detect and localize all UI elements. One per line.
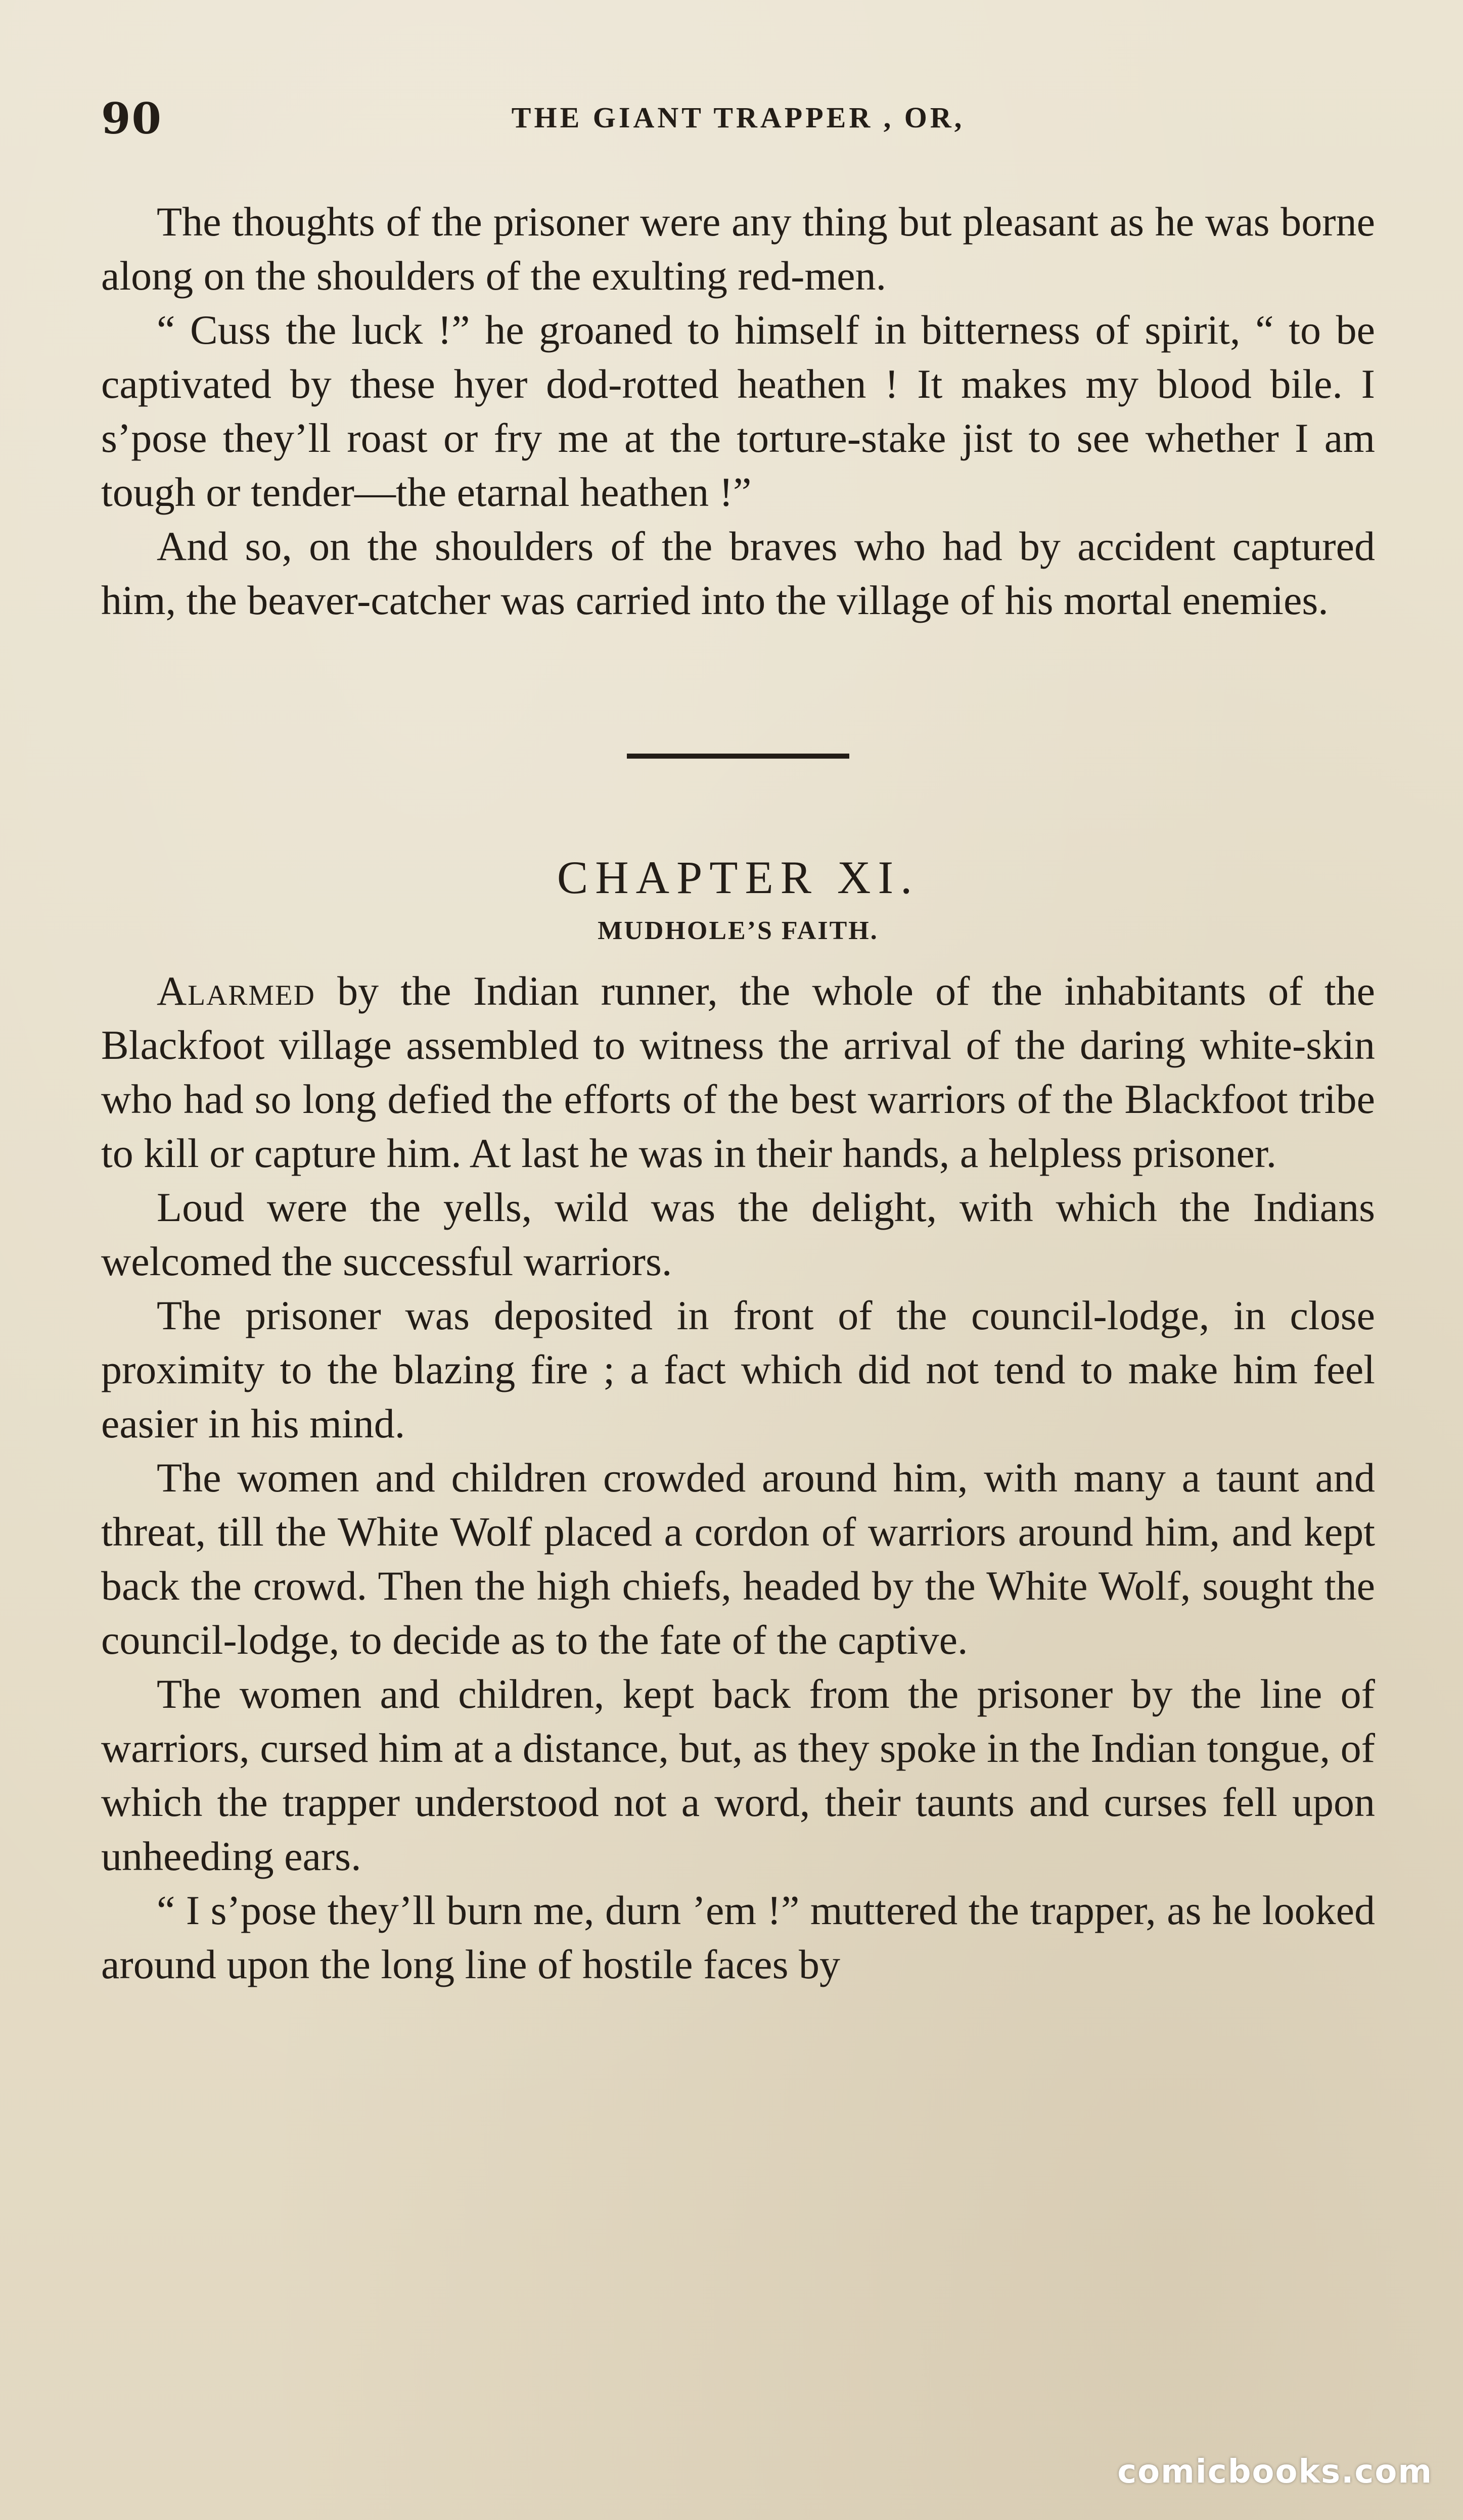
- chapter-title: CHAPTER XI.: [557, 852, 920, 903]
- paragraph: The women and children crowded around him, with many a taunt and threat, till the White Wolf placed a cordon of warriors around him, and kept back the crowd. Then the high chiefs, headed by the White Wolf, sought the council-lodge, to decide as to the fate of the captive.: [101, 1455, 1375, 1663]
- paragraph: “ I s’pose they’ll burn me, durn ’em !” muttered the trapper, as he looked around upon the long line of hostile faces by: [101, 1887, 1375, 1987]
- site-watermark: comicbooks.com: [1117, 2453, 1433, 2491]
- section-divider-rule: [627, 754, 849, 759]
- paragraph: The women and children, kept back from the prisoner by the line of warriors, cursed him at a distance, but, as they spoke in the Indian tongue, of which the trapper understood not a word, their taunts and curses fell upon unheeding ears.: [101, 1671, 1375, 1879]
- paragraph: The prisoner was deposited in front of the council-lodge, in close proximity to the blazing fire ; a fact which did not tend to make him feel easier in his mind.: [101, 1292, 1375, 1446]
- page-header: [101, 94, 1375, 154]
- page-body: [101, 195, 1375, 1991]
- paragraph: “ Cuss the luck !” he groaned to himself in bitterness of spirit, “ to be captivated by these hyer dod-rotted heathen ! It makes my blood bile. I s’pose they’ll roast or fry me at the torture-stake jist to see whether I am tough or tender—the etarnal heathen !”: [101, 307, 1375, 515]
- paragraph: The thoughts of the prisoner were any thing but pleasant as he was borne along on the shoulders of the exulting red-men.: [101, 199, 1375, 299]
- running-head: THE GIANT TRAPPER , OR,: [511, 101, 965, 134]
- paragraph: Loud were the yells, wild was the delight, with which the Indians welcomed the successful warriors.: [101, 1184, 1375, 1284]
- paragraph: And so, on the shoulders of the braves who had by accident captured him, the beaver-catcher was carried into the village of his mortal enemies.: [101, 523, 1375, 623]
- chapter-lead-text: by the Indian runner, the whole of the inhabitants of the Blackfoot village assembled to witness the arrival of the daring white-skin who had so long defied the efforts of the best warriors of the Blackfoot tribe to kill or capture him. At last he was in their hands, a helpless prisoner.: [101, 968, 1375, 1176]
- chapter-opening-paragraph: [101, 964, 1375, 1180]
- chapter-lead-word: Alarmed: [157, 968, 315, 1014]
- page-number: 90: [101, 94, 162, 144]
- chapter-subtitle: MUDHOLE’S FAITH.: [598, 916, 879, 945]
